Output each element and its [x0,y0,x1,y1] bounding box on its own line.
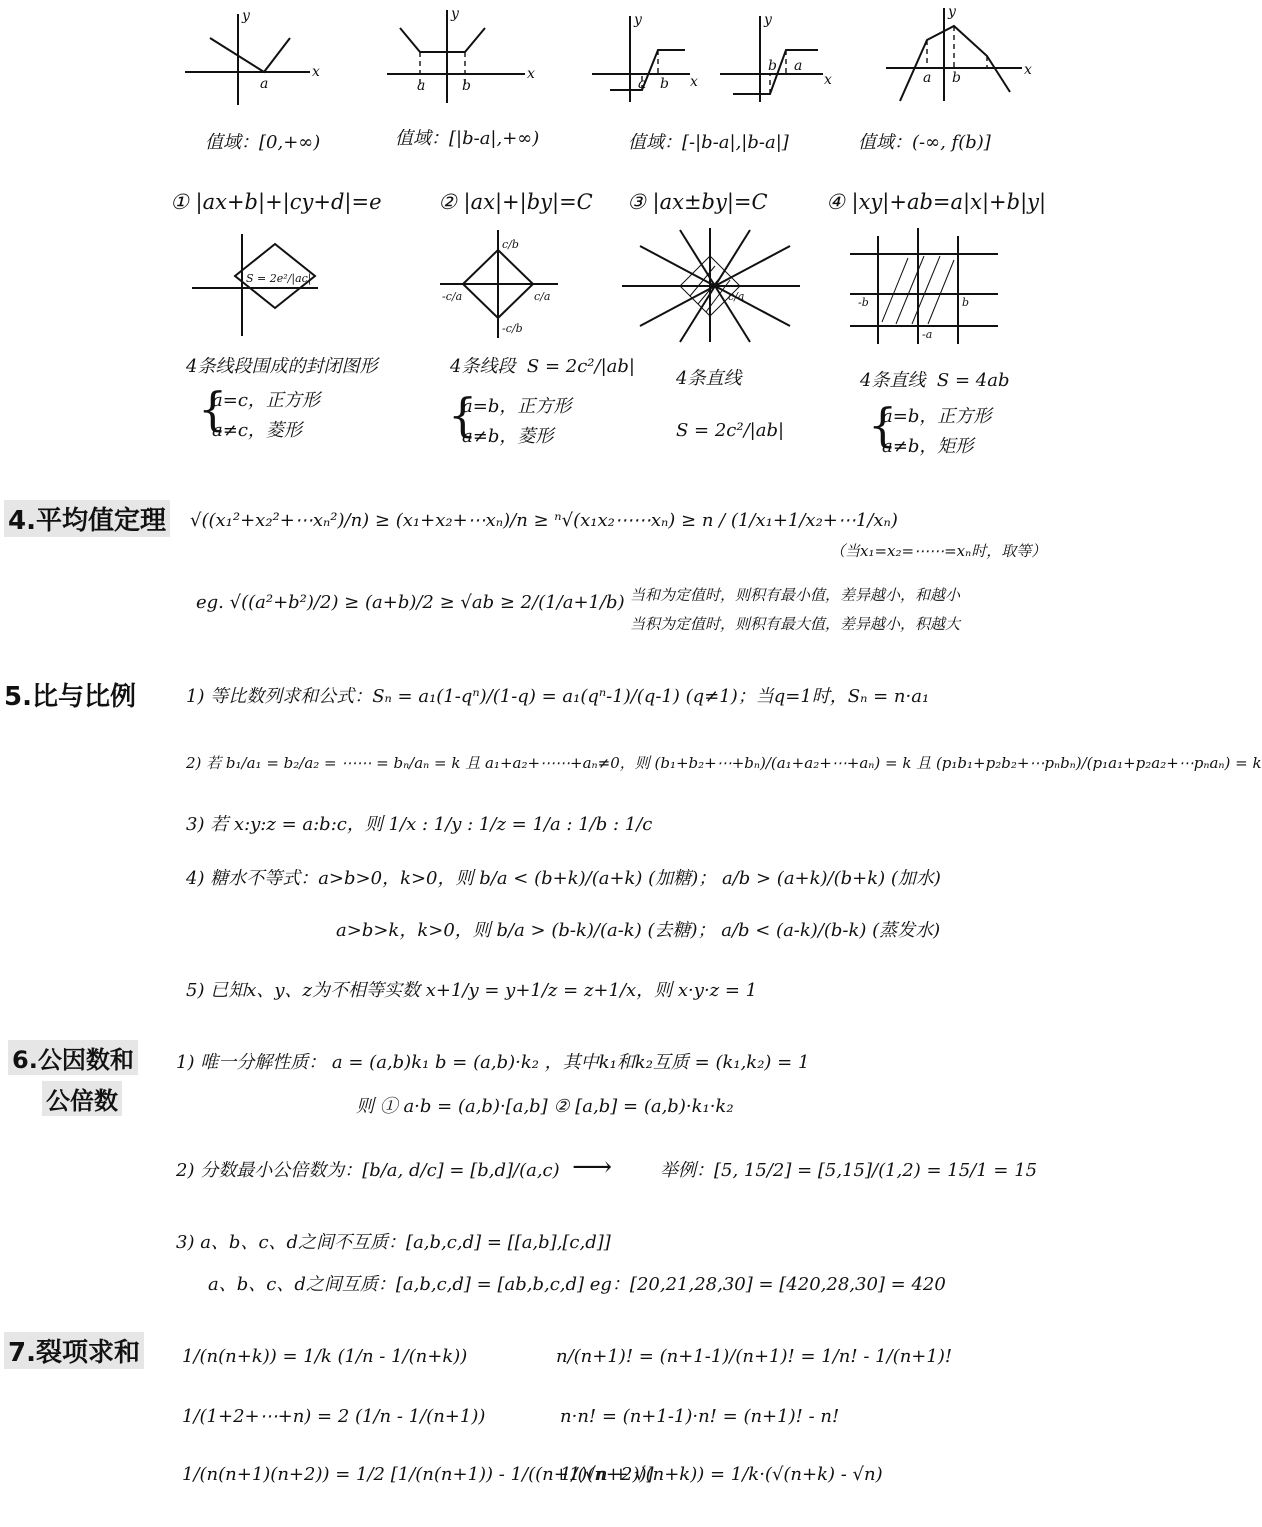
point-b-label: b [462,78,471,94]
lcm-coprime: a、b、c、d之间互质：[a,b,c,d] = [ab,b,c,d] eg：[20,21,28,30] = [420,28,30] = 420 [208,1274,946,1295]
case-2: a≠b，矩形 [882,436,974,457]
x-axis-label: x [824,72,832,88]
gcd-lcm-relation: 则 ① a·b = (a,b)·[a,b] ② [a,b] = (a,b)·k₁·k₂ [356,1096,734,1117]
left-label: -c/a [442,290,463,303]
point-a-label: a [794,58,803,74]
x-axis-label: x [312,64,320,80]
note-2: 当积为定值时，则积有最大值，差异越小，积越大 [630,615,961,633]
point-b-label: b [952,70,961,86]
shape-desc-3: 4条直线 [676,368,742,389]
point-a-label: a [260,76,269,92]
xyz-product: 5) 已知x、y、z为不相等实数 x+1/y = y+1/z = z+1/x，则 x·y·z = 1 [186,980,758,1001]
shape-desc-2: 4条线段 S = 2c²/|ab| [450,356,635,377]
range-4: 值域：(-∞, f(b)] [858,132,991,153]
brace: { [448,388,478,442]
note-1: 当和为定值时，则积有最小值，差异越小，和越小 [630,586,961,604]
shape-area-3: S = 2c²/|ab| [676,420,785,441]
mean-notes [630,584,960,634]
split-term-1: 1/(n(n+k)) = 1/k (1/n - 1/(n+k)) [182,1346,468,1367]
point-b-label: b [660,76,669,92]
y-axis-label: y [948,4,956,20]
shape-formula-4: ④ |xy|+ab=a|x|+b|y| [826,190,1047,214]
section-title-4: 4.平均值定理 [4,500,170,537]
bottom-label: -a [922,328,933,341]
shape-desc-1: 4条线段围成的封闭图形 [186,356,378,377]
y-axis-label: y [242,8,250,24]
brace: { [198,382,228,436]
point-a-label: a [638,76,647,92]
x-axis-label: x [1024,62,1032,78]
split-term-6: 1/(√n + √(n+k)) = 1/k·(√(n+k) - √n) [560,1464,883,1485]
top-label: c/b [502,238,519,251]
point-a-label: a [417,78,426,94]
x-axis-label: x [527,66,535,82]
case-1: a=c，正方形 [212,390,320,411]
shape-formula-2: ② |ax|+|by|=C [438,190,593,214]
case-2: a≠c，菱形 [212,420,302,441]
split-term-2: 1/(1+2+⋯+n) = 2 (1/n - 1/(n+1)) [182,1406,486,1427]
bottom-label: -c/b [502,322,523,335]
sugar-water-1: 4) 糖水不等式：a>b>0，k>0，则 b/a < (b+k)/(a+k) (加糖)； a/b > (a+k)/(b+k) (加水) [186,868,941,889]
shape-cases-2 [448,388,572,448]
y-axis-label: y [764,12,772,28]
point-a-label: a [923,70,932,86]
mean-example: eg. √((a²+b²)/2) ≥ (a+b)/2 ≥ √ab ≥ 2/(1/a+1/b) [196,592,625,613]
area-label: S = 2e²/|ac| [246,272,312,285]
shape-desc-4: 4条直线 S = 4ab [860,370,1010,391]
case-1: a=b，正方形 [882,406,992,427]
section-title-7: 7.裂项求和 [4,1332,144,1369]
right-label: c/a [728,290,745,303]
x-axis-label: x [690,74,698,90]
reciprocal-ratio: 3) 若 x:y:z = a:b:c，则 1/x : 1/y : 1/z = 1/a : 1/b : 1/c [186,814,653,835]
range-3: 值域：[-|b-a|,|b-a|] [628,132,789,153]
equal-ratio: 2) 若 b₁/a₁ = b₂/a₂ = ⋯⋯ = bₙ/aₙ = k 且 a₁+a₂+⋯⋯+aₙ≠0，则 (b₁+b₂+⋯+bₙ)/(a₁+a₂+⋯+aₙ) = k 且 (p₁b₁+p₂b₂+⋯pₙbₙ)/(p₁a₁+p₂a₂+⋯pₙaₙ) = k [186,754,1262,772]
shape-cases-4 [868,398,992,458]
right-label: b [962,296,970,309]
point-b-label: b [768,58,777,74]
shape-formula-1: ① |ax+b|+|cy+d|=e [170,190,382,214]
section-title-6: 6.公因数和 公倍数 [8,1040,138,1116]
sugar-water-2: a>b>k，k>0，则 b/a > (b-k)/(a-k) (去糖)； a/b < (a-k)/(b-k) (蒸发水) [336,920,941,941]
shape-formula-3: ③ |ax±by|=C [627,190,768,214]
section-title-5: 5.比与比例 [4,682,136,712]
fraction-lcm-example: 举例：[5, 15/2] = [5,15]/(1,2) = 15/1 = 15 [660,1160,1038,1181]
brace: { [868,398,898,452]
y-axis-label: y [451,6,459,22]
range-1: 值域：[0,+∞) [205,132,321,153]
equality-condition: （当x₁=x₂=⋯⋯=xₙ时，取等） [830,542,1047,560]
arrow-icon: ⟶ [572,1150,613,1183]
unique-factorization: 1) 唯一分解性质： a = (a,b)k₁ b = (a,b)·k₂ ，其中k₁和k₂互质 = (k₁,k₂) = 1 [176,1052,810,1073]
case-1: a=b，正方形 [462,396,572,417]
split-term-4: n/(n+1)! = (n+1-1)/(n+1)! = 1/n! - 1/(n+1)! [556,1346,953,1367]
y-axis-label: y [634,12,642,28]
mean-inequality: √((x₁²+x₂²+⋯xₙ²)/n) ≥ (x₁+x₂+⋯xₙ)/n ≥ ⁿ√(x₁x₂⋯⋯xₙ) ≥ n / (1/x₁+1/x₂+⋯1/xₙ) [190,510,898,531]
shape-cases-1 [198,382,320,442]
geometric-sum: 1) 等比数列求和公式：Sₙ = a₁(1-qⁿ)/(1-q) = a₁(qⁿ-1)/(q-1) (q≠1)；当q=1时，Sₙ = n·a₁ [186,686,930,707]
right-label: c/a [534,290,551,303]
left-label: -b [858,296,869,309]
range-2: 值域：[|b-a|,+∞) [395,128,540,149]
split-term-3: 1/(n(n+1)(n+2)) = 1/2 [1/(n(n+1)) - 1/((n+1)(n+2))] [182,1464,654,1485]
fraction-lcm: 2) 分数最小公倍数为：[b/a, d/c] = [b,d]/(a,c) [176,1160,560,1181]
lcm-not-coprime: 3) a、b、c、d之间不互质：[a,b,c,d] = [[a,b],[c,d]] [176,1232,611,1253]
split-term-5: n·n! = (n+1-1)·n! = (n+1)! - n! [560,1406,840,1427]
case-2: a≠b，菱形 [462,426,554,447]
